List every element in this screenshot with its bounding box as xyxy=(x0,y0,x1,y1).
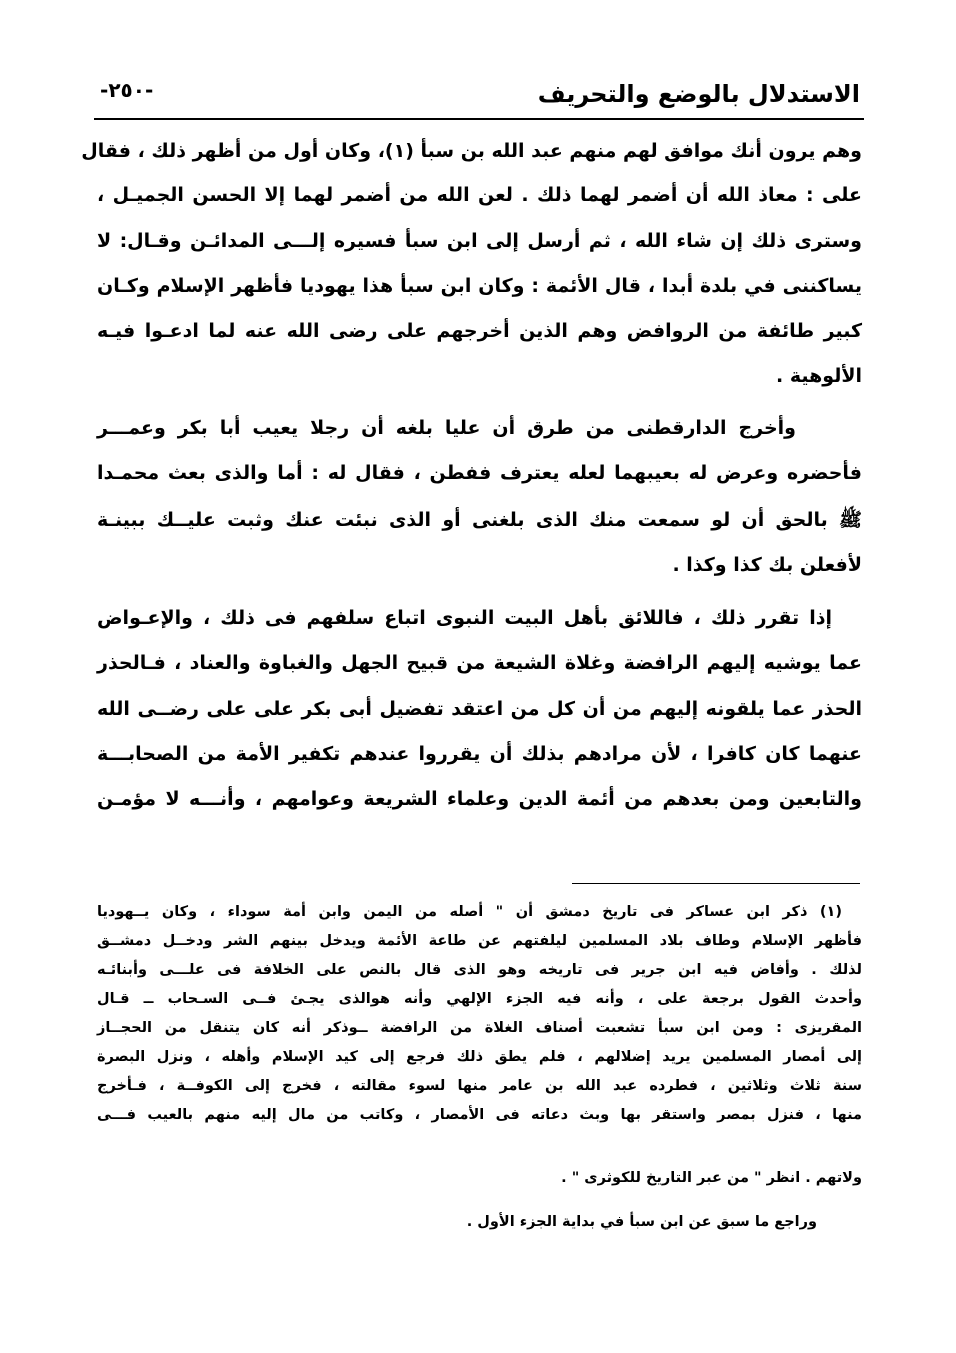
header-rule xyxy=(94,118,864,120)
footnote-line: وراجع ما سبق عن ابن سبأ في بداية الجزء الأول . xyxy=(466,1214,817,1230)
body-line: عنهما كان كافرا ، لأن مرادهم بذلك أن يقرروا عندهم تكفير الأمة من الصحابـــة xyxy=(97,743,862,765)
footnote-line: لذلك . وأفاض فيه ابن جرير فى تاريخه وهو الذى قال بالنص على الخلافة فى علـــى وأبنائـه xyxy=(97,962,862,978)
body-line: وهم يرون أنك موافق لهم منهم عبد الله بن سبأ (١)، وكان أول من أظهر ذلك ، فقال xyxy=(81,140,862,162)
footnote-line: ولاتهم . انظر " من عبر التاريخ للكوثرى " . xyxy=(561,1170,862,1186)
body-line: وأخرج الدارقطنى من طرق أن عليا بلغه أن رجلا يعيب أبا بكر وعمـــر xyxy=(97,417,796,439)
footnote-line: (١) ذكر ابن عساكر فى تاريخ دمشق أن " أصله من اليمن وابن أمة سوداء ، وكان يــهوديا xyxy=(97,904,842,920)
body-line: ﷺ بالحق أن لو سمعت منك الذى بلغنى أو الذى نبئت عنك وثبت عليــك ببينـة xyxy=(97,509,862,531)
body-line: والتابعين ومن بعدهم من أئمة الدين وعلماء الشريعة وعوامهم ، وأنـــه لا مؤمـن xyxy=(97,788,862,810)
footnote-line: وأحدث القول برجعة على ، وأنه فيه الجزء الإلهي وأنه هوالذى يجـئ فــى السـحاب ــ قـال xyxy=(97,991,862,1007)
body-line: الحذر عما يلقونه إليهم من أن كل من اعتقد تفضيل أبى بكر على على رضــى الله xyxy=(97,698,862,720)
footnote-line: فأظهر الإسلام وطاف بلاد المسلمين ليلفتهم عن طاعة الأئمة ويدخل بينهم الشر ودخــل دمشــق xyxy=(97,933,862,949)
footnote-line: المقريزى : ومن ابن سبأ تشعبت أصناف الغلاة من الرافضة ــوذكر أنه كان يتنقل من الحجــاز xyxy=(97,1020,862,1036)
running-header-title: الاستدلال بالوضع والتحريف xyxy=(537,80,860,108)
body-line: على : معاذ الله أن أضمر لهما ذلك . لعن الله من أضمر لهما إلا الحسن الجميـل ، xyxy=(97,184,862,206)
body-line: يساكننى في بلدة أبدا ، قال الأئمة : وكان ابن سبأ هذا يهوديا فأظهر الإسلام وكـان xyxy=(97,275,862,297)
body-line: فأحضره وعرض له بعيبهما لعله يعترف ففطن ، فقال له : أما والذى بعث محمـدا xyxy=(97,462,862,484)
body-line: لأفعلن بك كذا وكذا . xyxy=(672,554,862,576)
footnote-line: إلى أمصار المسلمين يريد إضلالهم ، فلم يطق ذلك فرجع إلى كيد الإسلام وأهله ، ونزل البصرة xyxy=(97,1049,862,1065)
page-number: -٢٥٠- xyxy=(100,78,154,102)
footnote-line: سنة ثلاث وثلاثين ، فطرده عبد الله بن عامر منها لسوء مقالته ، فخرج إلى الكوفــة ، فـأخرج xyxy=(97,1078,862,1094)
footnote-line: منها ، فنزل بمصر واستقر بها وبث دعاته فى الأمصار ، وكاتب من مال إليه منهم بالعيب فـــى xyxy=(97,1107,862,1123)
body-line: إذا تقرر ذلك ، فاللائق بأهل البيت النبوى اتباع سلفهم فى ذلك ، والإعـواض xyxy=(97,607,832,629)
body-line: كبير طائفة من الروافض وهم الذين أخرجهم على رضى الله عنه لما ادعـوا فيـه xyxy=(97,320,862,342)
body-line: الألوهية . xyxy=(776,365,862,387)
footnote-separator xyxy=(572,883,860,884)
body-line: عما يوشيه إليهم الرافضة وغلاة الشيعة من قبيح الجهل والغباوة والعناد ، فـالحذر xyxy=(97,652,862,674)
body-line: وسترى ذلك إن شاء الله ، ثم أرسل إلى ابن سبأ فسيره إلـــى المدائـن وقـال: لا xyxy=(97,230,862,252)
